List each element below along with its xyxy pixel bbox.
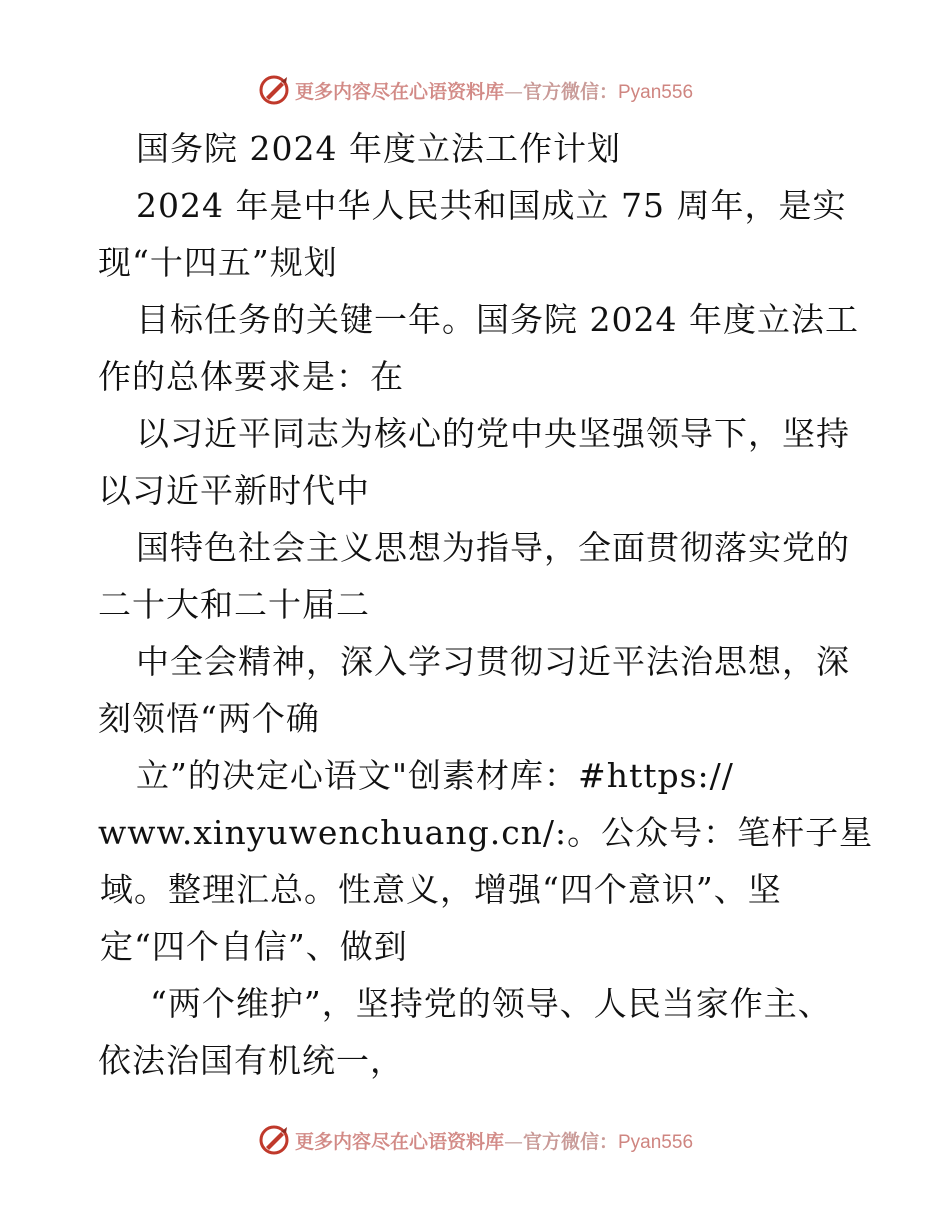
paragraph-line: 现“十四五”规划 (98, 243, 338, 282)
paragraph-line: 目标任务的关键一年。国务院 2024 年度立法工 (136, 300, 859, 339)
paragraph-line: 刻领悟“两个确 (98, 699, 320, 738)
banner-main-text: 更多内容尽在心语资料库 (294, 80, 504, 103)
banner-main-text: 更多内容尽在心语资料库 (294, 1130, 504, 1153)
document-title: 国务院 2024 年度立法工作计划 (136, 129, 621, 168)
paragraph-line: 立”的决定心语文"创素材库：#https:// (136, 756, 734, 795)
paragraph-line: 2024 年是中华人民共和国成立 75 周年，是实 (136, 186, 847, 225)
paragraph-line: “两个维护”，坚持党的领导、人民当家作主、 (150, 984, 832, 1023)
header-watermark-banner (0, 70, 950, 110)
paragraph-line: 国特色社会主义思想为指导，全面贯彻落实党的 (136, 528, 850, 567)
paragraph-line: 以习近平同志为核心的党中央坚强领导下，坚持 (136, 414, 850, 453)
paragraph-line: 定“四个自信”、做到 (100, 927, 408, 966)
banner-wechat-account: Pyan556 (618, 81, 694, 103)
banner-wechat-label: 官方微信： (522, 1130, 618, 1153)
quill-logo-icon (257, 73, 291, 107)
paragraph-line: 域。整理汇总。性意义，增强“四个意识”、坚 (100, 870, 782, 909)
paragraph-line: 依法治国有机统一， (98, 1041, 404, 1080)
banner-wechat-label: 官方微信： (522, 80, 618, 103)
document-body (98, 120, 874, 1089)
banner-wechat-account: Pyan556 (618, 1131, 694, 1153)
quill-logo-icon (257, 1123, 291, 1157)
banner-separator: — (503, 80, 523, 103)
footer-watermark-banner (0, 1120, 950, 1160)
url-line: www.xinyuwenchuang.cn/:。公众号：笔杆子星 (98, 813, 874, 852)
paragraph-line: 作的总体要求是：在 (98, 357, 404, 396)
paragraph-line: 中全会精神，深入学习贯彻习近平法治思想，深 (136, 642, 850, 681)
paragraph-line: 二十大和二十届二 (98, 585, 370, 624)
paragraph-line: 以习近平新时代中 (98, 471, 370, 510)
banner-separator: — (503, 1130, 523, 1153)
